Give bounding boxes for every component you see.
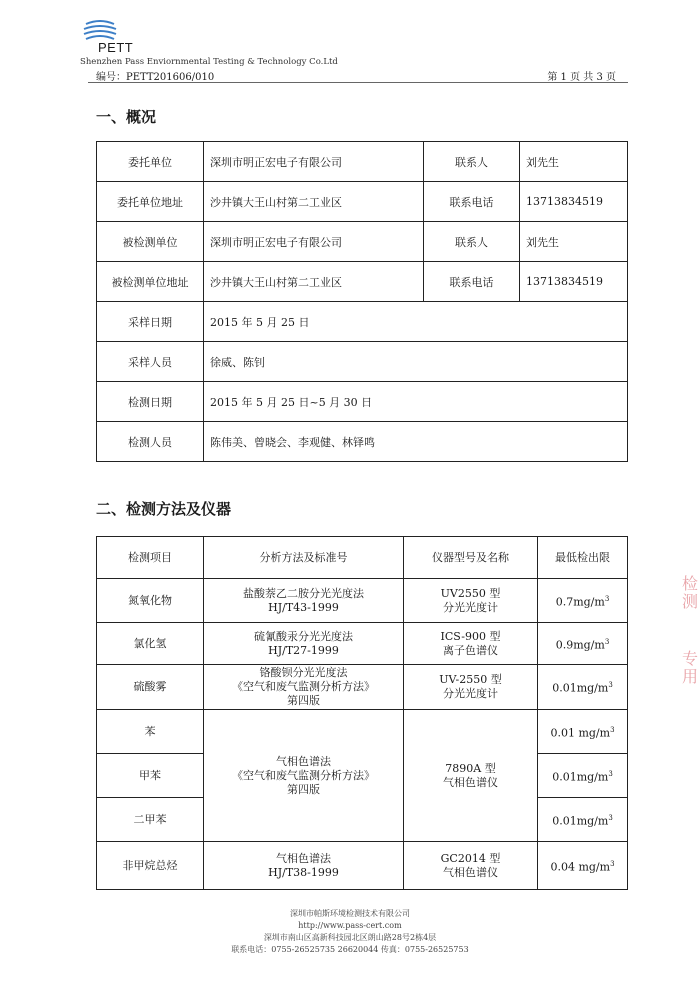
- limit-value: 0.9mg/m: [555, 638, 605, 652]
- table-cell-limit: [538, 710, 628, 754]
- table-cell-value: 2015 年 5 月 25 日~5 月 30 日: [204, 382, 628, 422]
- table-cell-item: 硫酸雾: [97, 665, 204, 710]
- footer-company: 深圳市帕斯环境检测技术有限公司: [290, 909, 410, 918]
- method-line: 第四版: [287, 782, 320, 796]
- table-cell-label: 委托单位地址: [97, 182, 204, 222]
- overview-table: [96, 141, 628, 462]
- table-cell-value: 深圳市明正宏电子有限公司: [204, 222, 424, 262]
- instrument-line: UV2550 型: [440, 586, 501, 600]
- table-cell-limit: [538, 579, 628, 623]
- table-cell-label: 联系人: [424, 222, 520, 262]
- table-cell-method: [204, 623, 404, 665]
- table-cell-value: 2015 年 5 月 25 日: [204, 302, 628, 342]
- method-line: HJ/T38-1999: [268, 865, 339, 879]
- table-cell-value: 沙井镇大王山村第二工业区: [204, 182, 424, 222]
- unit-exponent: 3: [608, 681, 613, 690]
- instrument-line: 7890A 型: [445, 761, 496, 775]
- table-row: [97, 382, 628, 422]
- footer-website: http://www.pass-cert.com: [298, 921, 402, 930]
- table-row: [97, 422, 628, 462]
- table-cell-value: 陈伟美、曾晓会、李观健、林铎鸣: [204, 422, 628, 462]
- brand-name: PETT: [98, 40, 134, 55]
- table-cell-label: 联系电话: [424, 262, 520, 302]
- table-row: [97, 342, 628, 382]
- table-cell-method: [204, 842, 404, 890]
- table-cell-limit: [538, 798, 628, 842]
- section-title-overview: 一、概况: [96, 108, 157, 126]
- unit-exponent: 3: [604, 594, 610, 603]
- instrument-line: 气相色谱仪: [443, 775, 498, 789]
- table-cell-value: 13713834519: [520, 262, 628, 302]
- table-cell-value: 沙井镇大王山村第二工业区: [204, 262, 424, 302]
- column-header: 仪器型号及名称: [404, 537, 538, 579]
- table-row: [97, 222, 628, 262]
- table-cell-method: [204, 579, 404, 623]
- table-cell-instrument: [404, 842, 538, 890]
- limit-value: 0.01mg/m: [552, 770, 609, 784]
- table-cell-label: 被检测单位地址: [97, 262, 204, 302]
- table-row: [97, 182, 628, 222]
- method-line: HJ/T27-1999: [268, 643, 339, 657]
- table-cell-item: 苯: [97, 710, 204, 754]
- table-header-row: [97, 537, 628, 579]
- table-cell-instrument: [404, 710, 538, 842]
- method-line: 铬酸钡分光光度法: [259, 666, 348, 679]
- table-row: [97, 579, 628, 623]
- document-number: 编号：PETT201606/010: [96, 72, 215, 83]
- table-row: [97, 842, 628, 890]
- method-line: HJ/T43-1999: [268, 600, 339, 614]
- instrument-line: 气相色谱仪: [443, 865, 498, 879]
- table-cell-value: 刘先生: [520, 222, 628, 262]
- table-cell-method: [204, 665, 404, 710]
- table-cell-label: 检测人员: [97, 422, 204, 462]
- method-line: 《空气和废气监测分析方法》: [232, 680, 375, 693]
- method-line: 气相色谱法: [276, 754, 331, 768]
- table-row: [97, 142, 628, 182]
- unit-exponent: 3: [610, 725, 615, 734]
- table-cell-item: 非甲烷总烃: [97, 842, 204, 890]
- footer-address: 深圳市南山区高新科技园北区朗山路28号2栋4层: [263, 933, 437, 942]
- table-cell-value: 刘先生: [520, 142, 628, 182]
- table-cell-instrument: [404, 623, 538, 665]
- table-cell-limit: [538, 754, 628, 798]
- table-cell-value: 13713834519: [520, 182, 628, 222]
- limit-value: 0.04 mg/m: [550, 860, 611, 874]
- table-cell-label: 被检测单位: [97, 222, 204, 262]
- stamp-fragment: 检测: [682, 574, 699, 611]
- column-header: 最低检出限: [538, 537, 628, 579]
- table-cell-instrument: [404, 579, 538, 623]
- unit-exponent: 3: [608, 769, 613, 778]
- section-title-methods: 二、检测方法及仪器: [96, 500, 232, 518]
- table-cell-limit: [538, 623, 628, 665]
- table-cell-label: 检测日期: [97, 382, 204, 422]
- method-line: 气相色谱法: [276, 851, 331, 865]
- table-row: [97, 262, 628, 302]
- column-header: 分析方法及标准号: [204, 537, 404, 579]
- method-line: 《空气和废气监测分析方法》: [232, 768, 375, 782]
- table-cell-item: 二甲苯: [97, 798, 204, 842]
- column-header: 检测项目: [97, 537, 204, 579]
- stamp-fragment: 专用: [682, 649, 699, 686]
- instrument-line: ICS-900 型: [440, 629, 501, 643]
- instrument-line: UV-2550 型: [439, 673, 502, 686]
- table-cell-label: 委托单位: [97, 142, 204, 182]
- limit-value: 0.01mg/m: [552, 681, 609, 695]
- table-cell-item: 甲苯: [97, 754, 204, 798]
- method-line: 第四版: [287, 694, 320, 707]
- header-divider: [88, 82, 628, 83]
- unit-exponent: 3: [608, 813, 613, 822]
- limit-value: 0.01 mg/m: [550, 726, 611, 740]
- table-cell-limit: [538, 665, 628, 710]
- limit-value: 0.01mg/m: [552, 814, 609, 828]
- table-row: [97, 623, 628, 665]
- table-cell-method: [204, 710, 404, 842]
- page-number: 第 1 页 共 3 页: [547, 72, 616, 83]
- table-cell-instrument: [404, 665, 538, 710]
- unit-exponent: 3: [610, 859, 615, 868]
- table-cell-limit: [538, 842, 628, 890]
- instrument-line: GC2014 型: [440, 851, 501, 865]
- table-row: [97, 302, 628, 342]
- method-line: 硫氰酸汞分光光度法: [254, 629, 353, 643]
- unit-exponent: 3: [604, 637, 610, 646]
- table-cell-label: 采样人员: [97, 342, 204, 382]
- instrument-line: 离子色谱仪: [443, 643, 498, 657]
- table-cell-value: 深圳市明正宏电子有限公司: [204, 142, 424, 182]
- company-english-name: Shenzhen Pass Enviornmental Testing & Technology Co.Ltd: [80, 57, 338, 67]
- instrument-line: 分光光度计: [443, 687, 498, 700]
- table-cell-value: 徐威、陈钊: [204, 342, 628, 382]
- method-line: 盐酸萘乙二胺分光光度法: [243, 586, 364, 600]
- table-cell-item: 氮氧化物: [97, 579, 204, 623]
- table-row: [97, 710, 628, 754]
- methods-table: [96, 536, 628, 890]
- footer-phone: 联系电话：0755-26525735 26620044 传真：0755-26525753: [231, 945, 469, 954]
- table-cell-label: 联系电话: [424, 182, 520, 222]
- table-cell-item: 氯化氢: [97, 623, 204, 665]
- table-cell-label: 采样日期: [97, 302, 204, 342]
- table-cell-label: 联系人: [424, 142, 520, 182]
- table-row: [97, 665, 628, 710]
- limit-value: 0.7mg/m: [555, 595, 605, 609]
- instrument-line: 分光光度计: [443, 600, 498, 614]
